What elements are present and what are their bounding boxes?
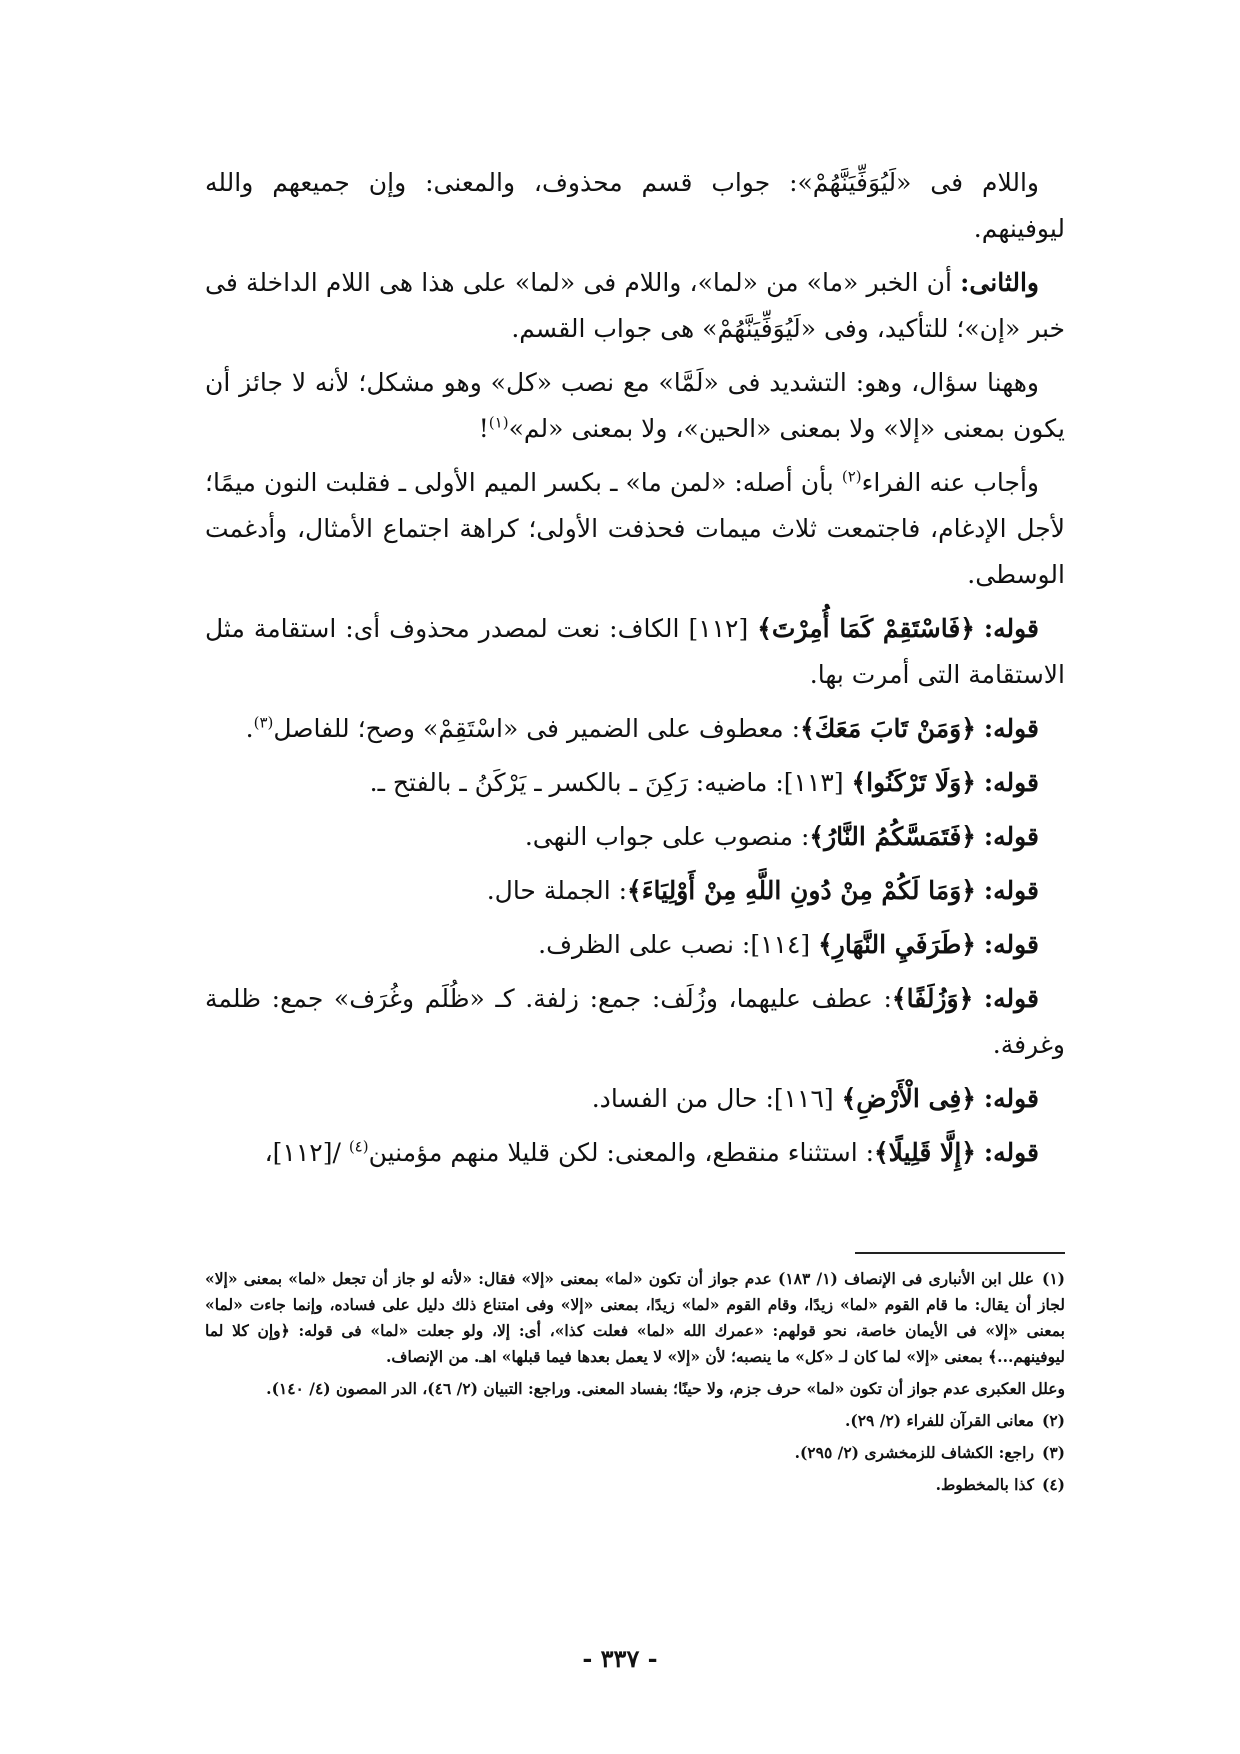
main-text [205, 160, 1065, 1184]
qawl-entry [205, 976, 1065, 1068]
ayah-quote: ﴿فَتَمَسَّكُمُ النَّارُ﴾ [809, 822, 976, 851]
qawl-entry [205, 814, 1065, 860]
footnote-text: علل ابن الأنبارى فى الإنصاف (١/ ١٨٣) عدم جواز أن تكون «لما» بمعنى «إلا» فقال: «لأنه لو جاز أن تجعل «لما» بمعنى «إلا» لجاز أن يقال: ما قام القوم «لما» زيدًا، وقام القوم «لما» زيدًا، بمعنى «إلا» وفى امتناع ذلك دليل على فساده، وإنما جاءت «لما» بمعنى «إلا» فى الأيمان خاصة، نحو قولهم: «عمرك الله «لما» فعلت كذا»، أى: إلا، ولو جعلت «لما» فى قوله: ﴿وإن كلا لما ليوفينهم...﴾ بمعنى «إلا» لما كان لـ «كل» ما ينصبه؛ لأن «إلا» لا يعمل بعدها فيما قبلها» اهـ. من الإنصاف. [205, 1269, 1065, 1366]
qawl-entry [205, 1076, 1065, 1122]
paragraph-text: واللام فى «لَيُوَفِّيَنَّهُمْ»: جواب قسم محذوف، والمعنى: وإن جميعهم والله ليوفينهم. [205, 168, 1065, 243]
footnote-ref: (٤) [348, 1137, 369, 1156]
ayah-quote: ﴿فَاسْتَقِمْ كَمَا أُمِرْتَ﴾ [757, 614, 975, 643]
page-number: - ٣٣٧ - [582, 1644, 658, 1673]
footnote [205, 1408, 1065, 1434]
footnote-separator [855, 1252, 1065, 1254]
footnote [205, 1376, 1065, 1402]
footnote [205, 1440, 1065, 1466]
qawl-entry [205, 868, 1065, 914]
footnote [205, 1472, 1065, 1498]
entry-text: : الجملة حال. [486, 876, 628, 905]
paragraph-text-tail: ! [478, 414, 489, 443]
qawl-label: قوله: [983, 714, 1039, 743]
footnote-number: (٢) [1041, 1411, 1065, 1430]
qawl-entry [205, 922, 1065, 968]
footnote [205, 1266, 1065, 1370]
paragraph [205, 160, 1065, 252]
qawl-label: قوله: [983, 614, 1039, 643]
entry-text: [١١٣]: ماضيه: رَكِنَ ـ بالكسر ـ يَرْكَنُ ـ بالفتح ـ. [369, 768, 852, 797]
entry-text: : استثناء منقطع، والمعنى: لكن قليلا منهم مؤمنين [368, 1138, 875, 1167]
footnote-text: كذا بالمخطوط. [935, 1475, 1034, 1494]
footnotes [205, 1266, 1065, 1504]
qawl-label: قوله: [983, 876, 1039, 905]
entry-text: : معطوف على الضمير فى «اسْتَقِمْ» وصح؛ للفاصل [273, 714, 801, 743]
ayah-quote: ﴿إِلَّا قَلِيلًا﴾ [874, 1138, 976, 1167]
footnote-ref: (٢) [841, 467, 862, 486]
qawl-entry [205, 706, 1065, 752]
footnote-text: راجع: الكشاف للزمخشرى (٢/ ٢٩٥). [794, 1443, 1034, 1462]
qawl-entry [205, 606, 1065, 698]
footnote-text: وعلل العكبرى عدم جواز أن تكون «لما» حرف جزم، ولا حينًا؛ بفساد المعنى. وراجع: التبيان (٢/ ٤٦)، الدر المصون (٤/ ١٤٠). [266, 1379, 1065, 1398]
footnote-ref: (٣) [253, 713, 274, 732]
qawl-entry [205, 760, 1065, 806]
entry-text: [١١٢] الكاف: نعت لمصدر محذوف أى: استقامة مثل الاستقامة التى أمرت بها. [205, 614, 1065, 689]
footnote-number: (٤) [1041, 1475, 1065, 1494]
ayah-quote: ﴿وَزُلَفًا﴾ [891, 984, 974, 1013]
ayah-quote: ﴿وَلَا تَرْكَنُوا﴾ [851, 768, 976, 797]
ayah-quote: ﴿فِى الْأَرْضِ﴾ [841, 1084, 976, 1113]
paragraph [205, 360, 1065, 452]
ayah-quote: ﴿وَمَا لَكُمْ مِنْ دُونِ اللَّهِ مِنْ أَوْلِيَاءَ﴾ [627, 876, 976, 905]
entry-text: [١١٤]: نصب على الظرف. [538, 930, 819, 959]
keyword-label: والثانى: [960, 268, 1039, 297]
entry-text-tail: . [245, 714, 254, 743]
entry-text: : منصوب على جواب النهى. [524, 822, 810, 851]
qawl-label: قوله: [983, 1138, 1039, 1167]
qawl-label: قوله: [983, 1084, 1039, 1113]
paragraph-text: وأجاب عنه الفراء [861, 468, 1039, 497]
qawl-label: قوله: [983, 930, 1039, 959]
entry-text-tail: /[١١٢]، [264, 1138, 349, 1167]
ayah-quote: ﴿طَرَفَيِ النَّهَارِ﴾ [818, 930, 976, 959]
ayah-quote: ﴿وَمَنْ تَابَ مَعَكَ﴾ [800, 714, 976, 743]
qawl-label: قوله: [983, 768, 1039, 797]
paragraph-text: أن الخبر «ما» من «لما»، واللام فى «لما» على هذا هى اللام الداخلة فى خبر «إن»؛ للتأكيد، وفى «لَيُوَفِّيَنَّهُمْ» هى جواب القسم. [205, 268, 1065, 343]
qawl-label: قوله: [983, 984, 1039, 1013]
footnote-ref: (١) [488, 413, 509, 432]
paragraph-text-tail: بأن أصله: «لمن ما» ـ بكسر الميم الأولى ـ فقلبت النون ميمًا؛ لأجل الإدغام، فاجتمعت ثلاث ميمات فحذفت الأولى؛ كراهة اجتماع الأمثال، وأدغمت الوسطى. [205, 468, 1065, 589]
qawl-entry [205, 1130, 1065, 1176]
qawl-label: قوله: [983, 822, 1039, 851]
footnote-number: (٣) [1041, 1443, 1065, 1462]
paragraph [205, 260, 1065, 352]
footnote-number: (١) [1041, 1269, 1065, 1288]
paragraph-text: وههنا سؤال، وهو: التشديد فى «لَمَّا» مع نصب «كل» وهو مشكل؛ لأنه لا جائز أن يكون بمعنى «إلا» ولا بمعنى «الحين»، ولا بمعنى «لم» [205, 368, 1065, 443]
entry-text: : عطف عليهما، وزُلَف: جمع: زلفة. كـ «ظُلَم وغُرَف» جمع: ظلمة وغرفة. [205, 984, 1065, 1059]
footnote-text: معانى القرآن للفراء (٢/ ٢٩). [844, 1411, 1034, 1430]
paragraph [205, 460, 1065, 598]
entry-text: [١١٦]: حال من الفساد. [591, 1084, 842, 1113]
